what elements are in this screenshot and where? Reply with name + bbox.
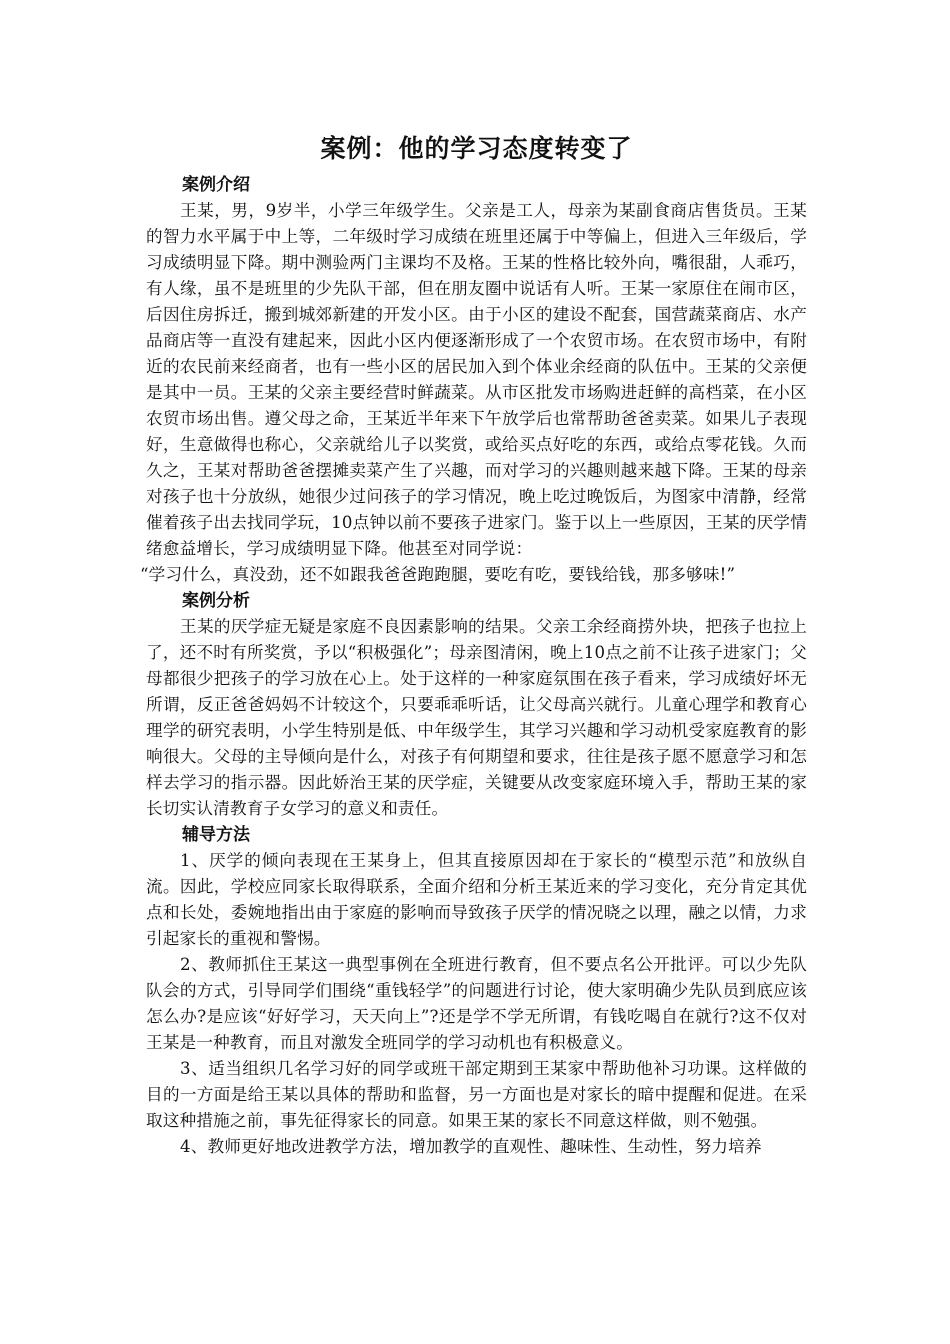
paragraph-method-2: 2、教师抓住王某这一典型事例在全班进行教育，但不要点名公开批评。可以少先队队会的方式，引导同学们围绕“重钱轻学”的问题进行讨论，使大家明确少先队员到底应该怎么办?是应该“好好学习，天天向上”?还是学不学无所谓，有钱吃喝自在就行?这不仅对王某是一种教育，而且对激发全班同学的学习动机也有积极意义。 xyxy=(146,955,807,1052)
section-case-analysis xyxy=(146,588,807,822)
section-heading-case-analysis: 案例分析 xyxy=(182,591,250,611)
document-page xyxy=(140,132,807,1160)
paragraph-quote: “学习什么，真没劲，还不如跟我爸爸跑跑腿，要吃有吃，要钱给钱，那多够味!” xyxy=(140,565,736,584)
paragraph-case-intro: 王某，男，9岁半，小学三年级学生。父亲是工人，母亲为某副食商店售货员。王某的智力水平属于中上等，二年级时学习成绩在班里还属于中等偏上，但进入三年级后，学习成绩明显下降。期中测验两门主课均不及格。王某的性格比较外向，嘴很甜，人乖巧，有人缘，虽不是班里的少先队干部，但在朋友圈中说话有人听。王某一家原住在闹市区，后因住房拆迁，搬到城郊新建的开发小区。由于小区的建设不配套，国营蔬菜商店、水产品商店等一直没有建起来，因此小区内便逐渐形成了一个农贸市场。在农贸市场中，有附近的农民前来经商者，也有一些小区的居民加入到个体业余经商的队伍中。王某的父亲便是其中一员。王某的父亲主要经营时鲜蔬菜。从市区批发市场购进赶鲜的高档菜，在小区农贸市场出售。遵父母之命，王某近半年来下午放学后也常帮助爸爸卖菜。如果儿子表现好，生意做得也称心，父亲就给儿子以奖赏，或给买点好吃的东西，或给点零花钱。久而久之，王某对帮助爸爸摆摊卖菜产生了兴趣，而对学习的兴趣则越来越下降。王某的母亲对孩子也十分放纵，她很少过问孩子的学习情况，晚上吃过晚饭后，为图家中清静，经常催着孩子出去找同学玩，10点钟以前不要孩子进家门。鉴于以上一些原因，王某的厌学情绪愈益增长，学习成绩明显下降。他甚至对同学说： xyxy=(146,201,807,558)
paragraph-method-3: 3、适当组织几名学习好的同学或班干部定期到王某家中帮助他补习功课。这样做的目的一方面是给王某以具体的帮助和监督，另一方面也是对家长的暗中提醒和促进。在采取这种措施之前，事先征得家长的同意。如果王某的家长不同意这样做，则不勉强。 xyxy=(146,1059,807,1130)
paragraph-method-4: 4、教师更好地改进教学方法，增加教学的直观性、趣味性、生动性，努力培养 xyxy=(180,1137,762,1156)
paragraph-case-analysis: 王某的厌学症无疑是家庭不良因素影响的结果。父亲工余经商捞外块，把孩子也拉上了，还不时有所奖赏，予以“积极强化”；母亲图清闲，晚上10点之前不让孩子进家门；父母都很少把孩子的学习放在心上。处于这样的一种家庭氛围在孩子看来，学习成绩好坏无所谓，反正爸爸妈妈不计较这个，只要乖乖听话，让父母高兴就行。儿童心理学和教育心理学的研究表明，小学生特别是低、中年级学生，其学习兴趣和学习动机受家庭教育的影响很大。父母的主导倾向是什么，对孩子有何期望和要求，往往是孩子愿不愿意学习和怎样去学习的指示器。因此娇治王某的厌学症，关键要从改变家庭环境入手，帮助王某的家长切实认清教育子女学习的意义和责任。 xyxy=(146,617,807,818)
section-heading-case-intro: 案例介绍 xyxy=(182,175,250,195)
section-heading-guidance-methods: 辅导方法 xyxy=(182,825,250,845)
section-guidance-methods xyxy=(146,822,807,1160)
document-title: 案例：他的学习态度转变了 xyxy=(320,134,633,163)
section-case-intro xyxy=(140,172,807,588)
paragraph-method-1: 1、厌学的倾向表现在王某身上，但其直接原因却在于家长的“模型示范”和放纵自流。因此，学校应同家长取得联系，全面介绍和分析王某近来的学习变化，充分肯定其优点和长处，委婉地指出由于家庭的影响而导致孩子厌学的情况晓之以理，融之以情，力求引起家长的重视和警惕。 xyxy=(146,851,807,948)
